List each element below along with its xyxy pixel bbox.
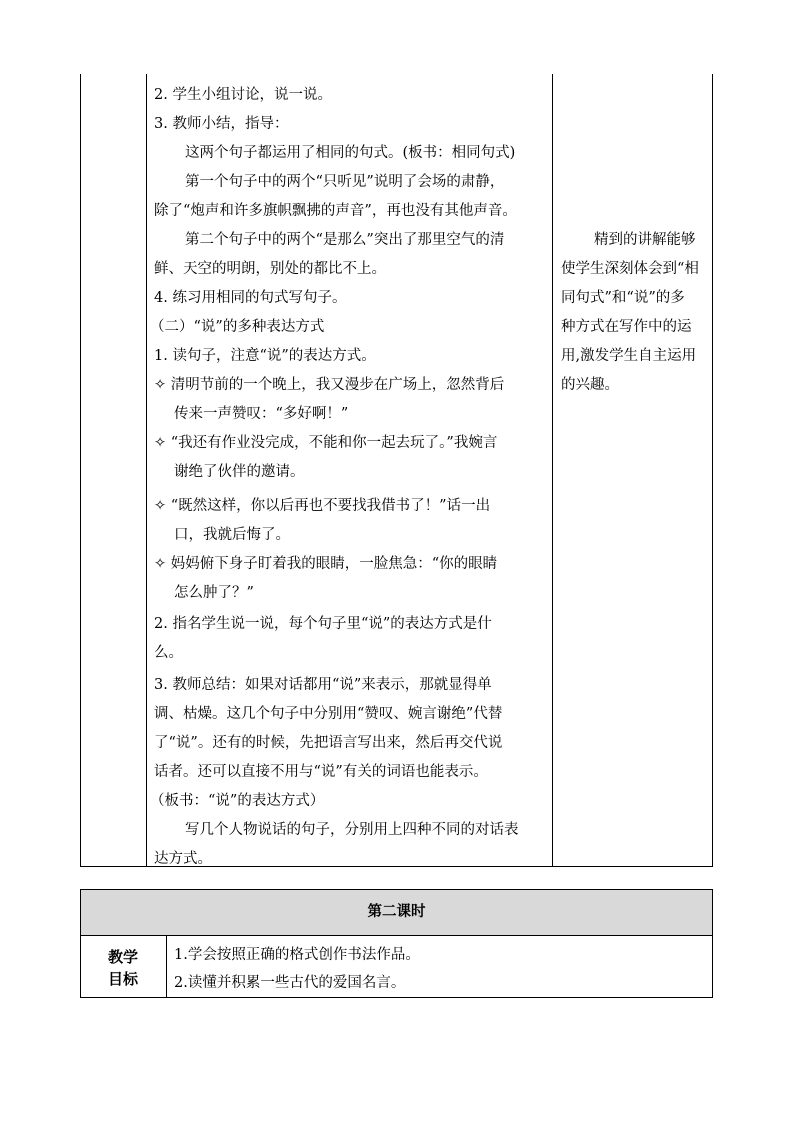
goal-item: 1.学会按照正确的格式创作书法作品。 [174, 947, 420, 963]
table-border-left [80, 74, 81, 867]
body-line: 这两个句子都运用了相同的句式。(板书：相同句式) [185, 145, 516, 161]
body-line: 达方式。 [154, 851, 212, 867]
body-line: 话者。还可以直接不用与“说”有关的词语也能表示。 [154, 764, 488, 780]
body-line: ✧ 妈妈俯下身子盯着我的眼睛，一脸焦急：“你的眼睛 [154, 556, 498, 572]
body-line: 调、枯燥。这几个句子中分别用“赞叹、婉言谢绝”代替 [154, 706, 503, 722]
body-line: 了“说”。还有的时候，先把语言写出来，然后再交代说 [154, 735, 503, 751]
body-line: 口，我就后悔了。 [174, 527, 290, 543]
body-line: （板书：“说”的表达方式） [150, 793, 325, 809]
body-line: 2. 指名学生说一说，每个句子里“说”的表达方式是什 [154, 616, 492, 632]
table-column-divider [146, 74, 147, 867]
second-lesson-table [80, 889, 713, 998]
body-line: 1. 读句子，注意“说”的表达方式。 [154, 348, 376, 364]
body-line: 第二个句子中的两个“是那么”突出了那里空气的清 [185, 232, 505, 248]
note-line: 种方式在写作中的运 [561, 319, 692, 335]
note-line: 同句式”和“说”的多 [561, 290, 685, 306]
table-column-divider [552, 74, 553, 867]
body-line: ✧ 清明节前的一个晚上，我又漫步在广场上，忽然背后 [154, 377, 505, 393]
body-line: 3. 教师总结：如果对话都用“说”来表示，那就显得单 [154, 677, 492, 693]
goal-item: 2.读懂并积累一些古代的爱国名言。 [174, 975, 406, 991]
body-line: 2. 学生小组讨论，说一说。 [154, 87, 332, 103]
body-line: 第一个句子中的两个“只听见”说明了会场的肃静， [185, 174, 505, 190]
body-line: ✧ “我还有作业没完成，不能和你一起去玩了。”我婉言 [154, 435, 498, 451]
body-line: 怎么肿了？” [174, 585, 254, 601]
note-line: 精到的讲解能够 [594, 232, 696, 248]
body-line: 么。 [154, 645, 183, 661]
note-line: 使学生深刻体会到“相 [561, 261, 699, 277]
body-line: 鲜、天空的明朗，别处的都比不上。 [154, 261, 386, 277]
goal-label-line: 目标 [107, 970, 138, 988]
lesson-table [80, 74, 713, 867]
body-line: 除了“炮声和许多旗帜飘拂的声音”，再也没有其他声音。 [154, 203, 517, 219]
body-line: 4. 练习用相同的句式写句子。 [154, 290, 347, 306]
table-border-right [712, 74, 713, 867]
body-line: 传来一声赞叹：“多好啊！” [174, 406, 349, 422]
body-line: 3. 教师小结，指导： [154, 116, 289, 132]
body-line: （二）“说”的多种表达方式 [150, 319, 325, 335]
note-line: 用,激发学生自主运用 [561, 348, 697, 364]
body-line: 写几个人物说话的句子，分别用上四种不同的对话表 [185, 822, 519, 838]
second-lesson-title: 第二课时 [80, 889, 713, 936]
body-line: 谢绝了伙伴的邀请。 [174, 464, 305, 480]
table-border [80, 889, 713, 998]
note-line: 的兴趣。 [561, 377, 619, 393]
goal-label-line: 教学 [107, 948, 138, 966]
body-line: ✧ “既然这样，你以后再也不要找我借书了！”话一出 [154, 498, 491, 514]
